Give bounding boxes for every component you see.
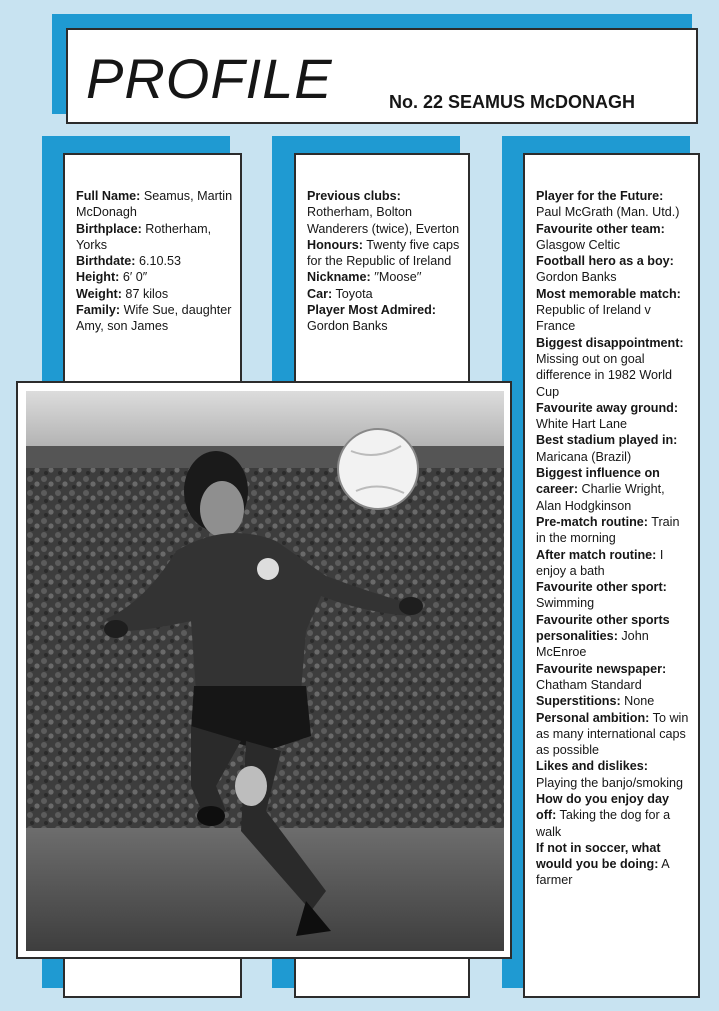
profile-entry — [536, 514, 692, 547]
entry-label: Biggest disappointment: — [536, 335, 684, 350]
entry-value: 6.10.53 — [135, 254, 182, 269]
profile-entry — [536, 400, 692, 433]
entry-value: Missing out on goal difference in 1982 World Cup — [536, 351, 673, 399]
entry-value: Rotherham, Bolton Wanderers (twice), Everton — [307, 205, 460, 236]
page-title: PROFILE — [86, 47, 333, 110]
entry-label: Personal ambition: — [536, 710, 650, 725]
profile-entry — [536, 286, 692, 335]
entry-value: Maricana (Brazil) — [536, 449, 632, 464]
profile-entry — [536, 710, 692, 759]
entry-label: Favourite newspaper: — [536, 661, 667, 676]
entry-label: If not in soccer, what would you be doing: — [536, 840, 661, 872]
profile-column-3 — [523, 153, 700, 998]
entry-value: ′′Moose′′ — [370, 270, 422, 285]
entry-value: A farmer — [536, 857, 669, 888]
entry-value: Seamus, Martin McDonagh — [76, 189, 233, 220]
entry-value: 87 kilos — [121, 286, 169, 301]
entry-label: Favourite other sport: — [536, 580, 667, 595]
player-photo — [26, 391, 504, 951]
entry-label: Family: — [76, 303, 121, 318]
entry-value: Republic of Ireland v France — [536, 303, 651, 334]
profile-entry — [536, 432, 692, 465]
entry-value: Swimming — [536, 596, 595, 611]
entry-value: None — [620, 694, 655, 709]
column-1-text — [76, 188, 234, 335]
entry-label: Favourite other team: — [536, 221, 665, 236]
profile-entry — [536, 465, 692, 514]
entry-label: Car: — [307, 286, 333, 301]
entry-label: Favourite other sports personalities: — [536, 612, 670, 644]
profile-entry — [307, 269, 462, 285]
profile-entry — [76, 302, 234, 335]
entry-label: After match routine: — [536, 547, 657, 562]
entry-label: Birthplace: — [76, 221, 142, 236]
entry-value: Rotherham, Yorks — [76, 221, 212, 252]
profile-entry — [536, 612, 692, 661]
entry-label: Birthdate: — [76, 254, 136, 269]
entry-value: Gordon Banks — [536, 270, 617, 285]
entry-value: Paul McGrath (Man. Utd.) — [536, 205, 680, 220]
profile-header — [66, 28, 698, 124]
entry-label: Football hero as a boy: — [536, 254, 674, 269]
entry-value: I enjoy a bath — [536, 547, 664, 578]
entry-value: Train in the morning — [536, 514, 680, 546]
profile-entry — [536, 253, 692, 286]
profile-entry — [307, 302, 462, 335]
profile-entry — [536, 791, 692, 840]
entry-label: Player Most Admired: — [307, 303, 436, 318]
entry-label: Best stadium played in: — [536, 433, 678, 448]
entry-label: Full Name: — [76, 189, 141, 203]
entry-value: Glasgow Celtic — [536, 237, 620, 252]
entry-label: Nickname: — [307, 270, 371, 285]
entry-value: Chatham Standard — [536, 677, 642, 692]
player-subtitle: No. 22 SEAMUS McDONAGH — [389, 92, 636, 112]
entry-value: To win as many international caps as possible — [536, 710, 689, 758]
entry-label: Likes and dislikes: — [536, 759, 648, 774]
profile-entry — [76, 269, 234, 285]
entry-value: Playing the banjo/smoking — [536, 775, 684, 790]
entry-value: Gordon Banks — [307, 319, 388, 334]
profile-entry — [307, 286, 462, 302]
profile-entry — [307, 237, 462, 270]
entry-value: Toyota — [332, 286, 373, 301]
profile-entry — [536, 693, 692, 709]
entry-value: Taking the dog for a walk — [536, 808, 671, 839]
entry-label: Most memorable match: — [536, 286, 681, 301]
profile-entry — [76, 188, 234, 221]
profile-entry — [536, 547, 692, 580]
entry-value: Wife Sue, daughter Amy, son James — [76, 303, 232, 334]
column-2-text — [307, 188, 462, 335]
entry-label: How do you enjoy day off: — [536, 791, 669, 823]
entry-label: Superstitions: — [536, 694, 621, 709]
entry-label: Weight: — [76, 286, 122, 301]
entry-label: Biggest influence on career: — [536, 466, 660, 497]
entry-value: Charlie Wright, Alan Hodgkinson — [536, 482, 665, 513]
entry-value: White Hart Lane — [536, 417, 627, 432]
profile-entry — [76, 286, 234, 302]
photo-frame — [16, 381, 512, 959]
profile-entry — [536, 840, 692, 889]
entry-value: Twenty five caps for the Republic of Ireland — [307, 237, 460, 269]
profile-entry — [536, 579, 692, 612]
profile-entry — [536, 661, 692, 694]
entry-value: 6′ 0″ — [119, 270, 148, 285]
entry-value: John McEnroe — [536, 629, 649, 660]
entry-label: Favourite away ground: — [536, 400, 679, 415]
entry-label: Height: — [76, 270, 120, 285]
profile-entry — [536, 188, 692, 221]
profile-entry — [536, 221, 692, 254]
entry-label: Honours: — [307, 237, 363, 252]
profile-entry — [76, 253, 234, 269]
profile-entry — [307, 188, 462, 237]
entry-label: Previous clubs: — [307, 189, 401, 203]
column-3-text — [536, 188, 692, 889]
profile-entry — [536, 335, 692, 400]
entry-label: Pre-match routine: — [536, 514, 648, 529]
entry-label: Player for the Future: — [536, 189, 664, 203]
profile-entry — [76, 221, 234, 254]
profile-entry — [536, 758, 692, 791]
